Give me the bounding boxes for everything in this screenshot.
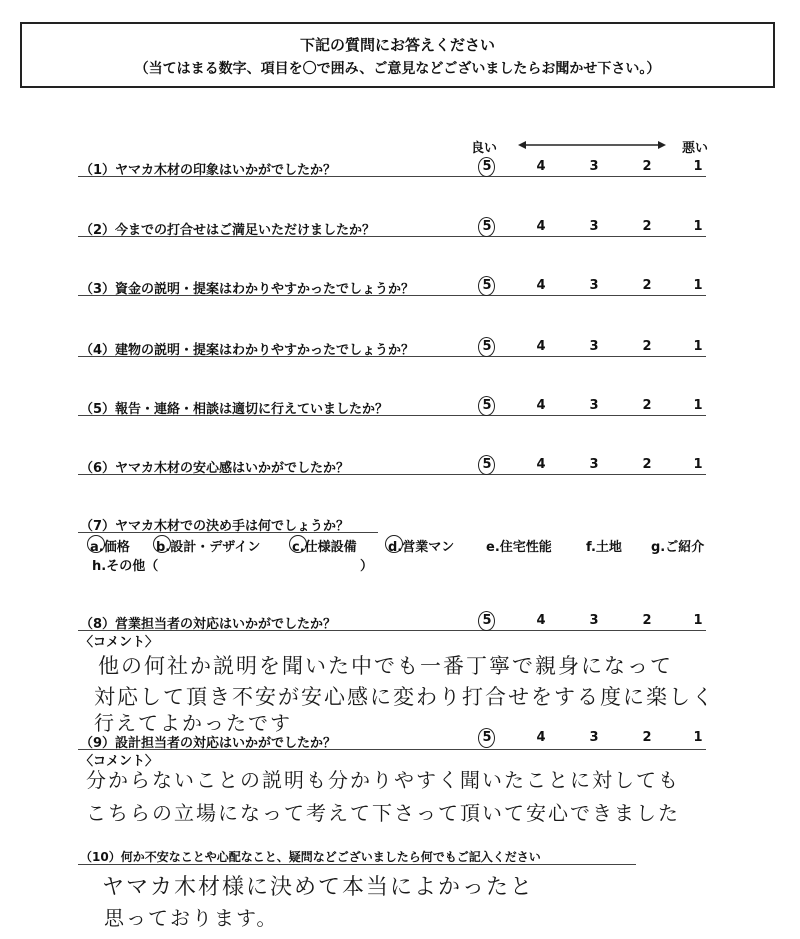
scale-good-label: 良い	[471, 141, 498, 156]
rating-3[interactable]: 3	[589, 398, 599, 413]
handwritten-answer-line: 思っております。	[104, 906, 279, 930]
handwritten-comment-line: 対応して頂き不安が安心感に変わり打合せをする度に楽しく	[94, 685, 715, 709]
rating-2[interactable]: 2	[642, 613, 652, 628]
rating-3[interactable]: 3	[589, 278, 599, 293]
question-text: （7）ヤマカ木材での決め手は何でしょうか？	[80, 519, 350, 534]
question-text: （10）何か不安なことや心配なこと、疑問などございましたら何でもご記入ください	[80, 850, 541, 864]
rating-4[interactable]: 4	[536, 398, 546, 413]
handwritten-comment-line: こちらの立場になって考えて下さって頂いて安心できました	[86, 801, 680, 825]
rating-1[interactable]: 1	[693, 339, 703, 354]
question-text: （9）設計担当者の対応はいかがでしたか？	[80, 736, 337, 751]
rating-5[interactable]: 5	[482, 730, 492, 745]
instructions-title: 下記の質問にお答えください	[299, 36, 495, 54]
option-d[interactable]: d.営業マン	[388, 540, 455, 555]
handwritten-comment-line: 他の何社か説明を聞いた中でも一番丁寧で親身になって	[98, 654, 673, 678]
rating-2[interactable]: 2	[642, 398, 652, 413]
rating-1[interactable]: 1	[693, 613, 703, 628]
question-underline	[78, 295, 706, 296]
rating-4[interactable]: 4	[536, 457, 546, 472]
question-underline	[78, 236, 706, 237]
rating-1[interactable]: 1	[693, 278, 703, 293]
rating-3[interactable]: 3	[589, 159, 599, 174]
rating-5[interactable]: 5	[482, 398, 492, 413]
handwritten-answer-line: ヤマカ木材様に決めて本当によかったと	[102, 875, 535, 900]
question-text: （1）ヤマカ木材の印象はいかがでしたか？	[80, 163, 337, 178]
rating-1[interactable]: 1	[693, 457, 703, 472]
rating-4[interactable]: 4	[536, 613, 546, 628]
question-underline	[78, 630, 706, 631]
question-text: （3）資金の説明・提案はわかりやすかったでしょうか？	[80, 282, 415, 297]
rating-1[interactable]: 1	[693, 398, 703, 413]
rating-3[interactable]: 3	[589, 219, 599, 234]
question-underline	[78, 176, 706, 177]
instructions-subtitle: （当てはまる数字、項目を〇で囲み、ご意見などございましたらお聞かせ下さい。）	[134, 61, 661, 77]
rating-2[interactable]: 2	[642, 730, 652, 745]
option-a[interactable]: a.価格	[90, 540, 130, 555]
comment-label: 〈コメント〉	[80, 754, 159, 769]
rating-5[interactable]: 5	[482, 339, 492, 354]
rating-3[interactable]: 3	[589, 613, 599, 628]
question-text: （8）営業担当者の対応はいかがでしたか？	[80, 617, 337, 632]
comment-label: 〈コメント〉	[80, 635, 159, 650]
question-underline	[78, 356, 706, 357]
rating-4[interactable]: 4	[536, 278, 546, 293]
rating-3[interactable]: 3	[589, 339, 599, 354]
rating-1[interactable]: 1	[693, 159, 703, 174]
rating-4[interactable]: 4	[536, 730, 546, 745]
question-text: （4）建物の説明・提案はわかりやすかったでしょうか？	[80, 343, 415, 358]
rating-2[interactable]: 2	[642, 219, 652, 234]
scale-arrow-icon	[518, 141, 666, 149]
rating-1[interactable]: 1	[693, 730, 703, 745]
rating-3[interactable]: 3	[589, 730, 599, 745]
rating-2[interactable]: 2	[642, 339, 652, 354]
rating-4[interactable]: 4	[536, 339, 546, 354]
rating-5[interactable]: 5	[482, 278, 492, 293]
option-c[interactable]: c.仕様設備	[292, 540, 357, 555]
instructions-box	[20, 22, 775, 88]
question-underline	[78, 749, 706, 750]
rating-4[interactable]: 4	[536, 219, 546, 234]
rating-5[interactable]: 5	[482, 457, 492, 472]
question-underline	[78, 864, 636, 865]
rating-5[interactable]: 5	[482, 159, 492, 174]
option-f[interactable]: f.土地	[586, 540, 622, 555]
scale-bad-label: 悪い	[682, 141, 709, 156]
question-underline	[78, 415, 706, 416]
rating-5[interactable]: 5	[482, 613, 492, 628]
rating-1[interactable]: 1	[693, 219, 703, 234]
question-text: （6）ヤマカ木材の安心感はいかがでしたか？	[80, 461, 350, 476]
question-text: （5）報告・連絡・相談は適切に行えていましたか？	[80, 402, 389, 417]
question-underline	[78, 474, 706, 475]
handwritten-comment-line: 分からないことの説明も分かりやすく聞いたことに対しても	[86, 768, 680, 792]
question-text: （2）今までの打合せはご満足いただけましたか？	[80, 223, 376, 238]
rating-2[interactable]: 2	[642, 159, 652, 174]
handwritten-comment-line: 行えてよかったです	[94, 711, 292, 735]
question-underline	[78, 532, 378, 533]
rating-2[interactable]: 2	[642, 278, 652, 293]
option-h-close: ）	[360, 559, 374, 574]
option-g[interactable]: g.ご紹介	[651, 540, 705, 555]
rating-3[interactable]: 3	[589, 457, 599, 472]
rating-2[interactable]: 2	[642, 457, 652, 472]
option-b[interactable]: b.設計・デザイン	[156, 540, 261, 555]
option-h-other[interactable]: h.その他（	[92, 559, 159, 574]
rating-5[interactable]: 5	[482, 219, 492, 234]
option-e[interactable]: e.住宅性能	[486, 540, 552, 555]
rating-4[interactable]: 4	[536, 159, 546, 174]
